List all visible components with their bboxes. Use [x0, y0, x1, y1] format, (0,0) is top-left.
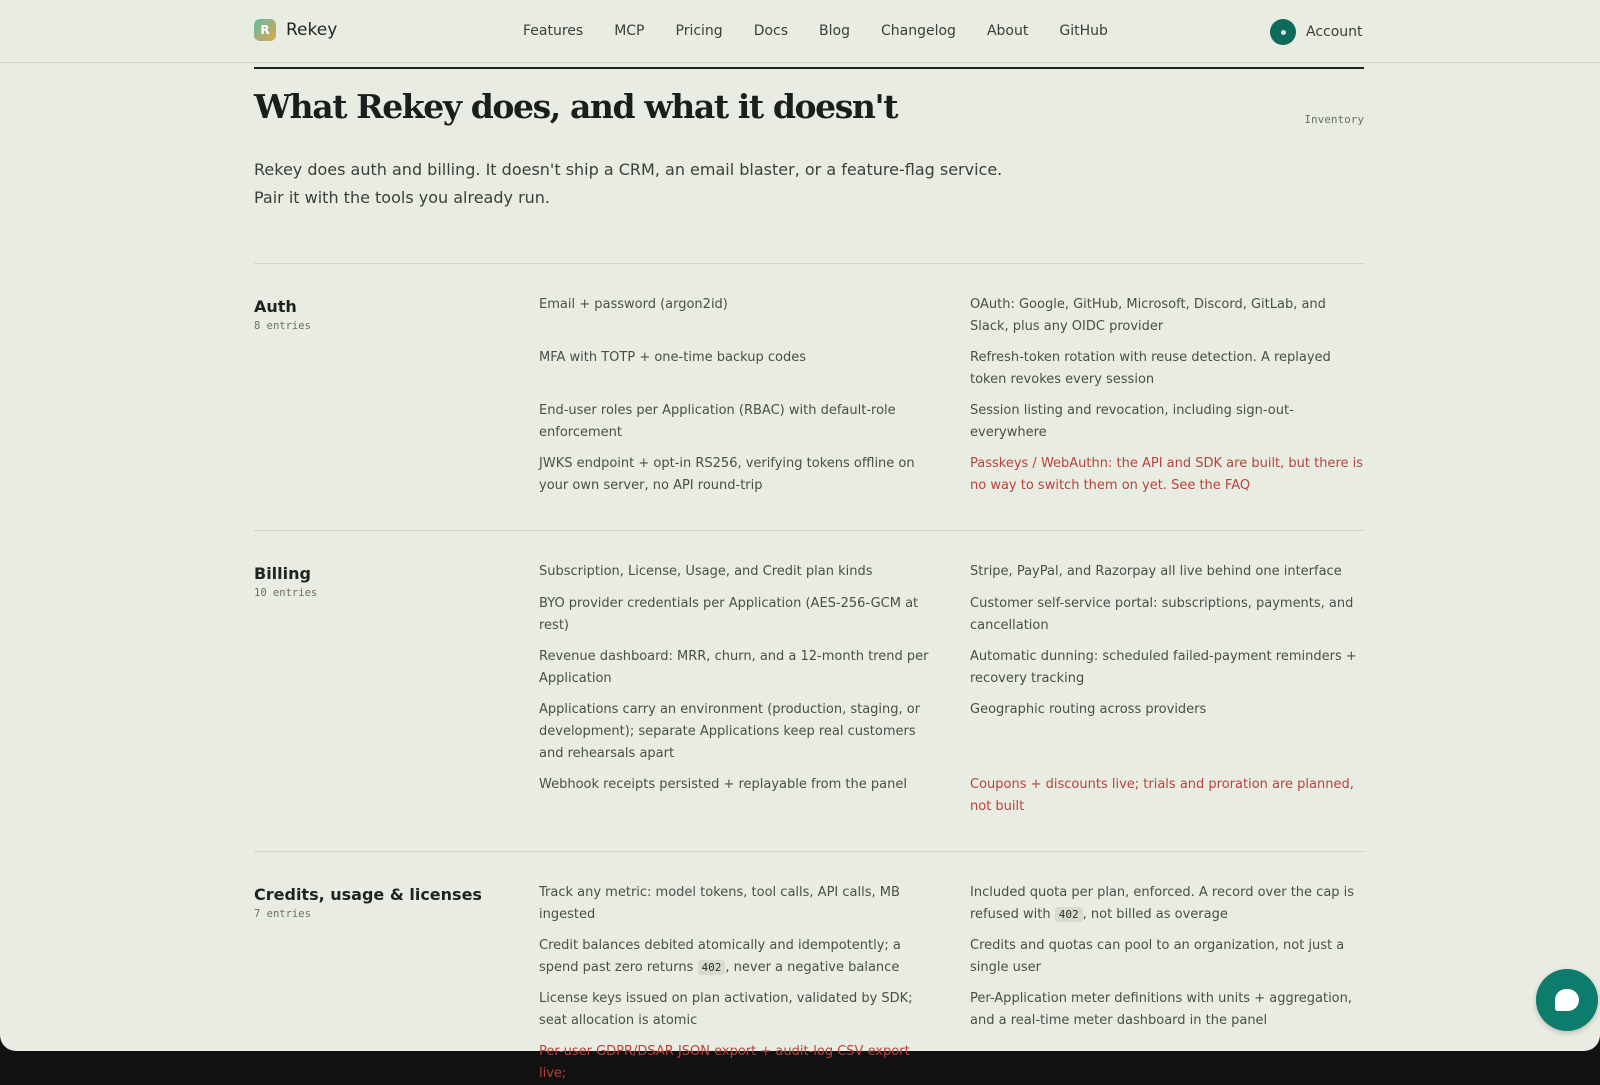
page-title: What Rekey does, and what it doesn't	[254, 87, 898, 126]
account-label: Account	[1306, 24, 1363, 40]
feature-text: Included quota per plan, enforced. A record over the cap is refused with	[970, 885, 1355, 922]
section-auth	[254, 264, 1364, 530]
nav-changelog[interactable]: Changelog	[881, 23, 956, 39]
intro-text	[254, 156, 1014, 212]
account-button[interactable]	[1270, 19, 1363, 45]
rekey-logo-icon	[254, 19, 276, 41]
feature-item	[539, 935, 934, 979]
top-nav-bar	[0, 0, 1600, 63]
feature-item: Webhook receipts persisted + replayable from the panel	[539, 777, 907, 792]
feature-item: End-user roles per Application (RBAC) with default-role enforcement	[539, 403, 896, 440]
feature-item: Track any metric: model tokens, tool calls, API calls, MB ingested	[539, 885, 900, 922]
avatar-dot-icon	[1281, 30, 1286, 35]
brand-name: Rekey	[286, 20, 338, 40]
section-header	[254, 564, 317, 599]
nav-github[interactable]: GitHub	[1059, 23, 1108, 39]
feature-text: , never a negative balance	[725, 960, 900, 975]
feature-item: Stripe, PayPal, and Razorpay all live behind one interface	[970, 564, 1342, 579]
feature-item: Credits and quotas can pool to an organization, not just a single user	[970, 938, 1345, 975]
nav-about[interactable]: About	[986, 23, 1029, 39]
title-row	[254, 69, 1364, 133]
feature-item: BYO provider credentials per Application (AES-256-GCM at rest)	[539, 596, 919, 633]
feature-item: Geographic routing across providers	[970, 702, 1207, 717]
feature-item: License keys issued on plan activation, validated by SDK; seat allocation is atomic	[539, 991, 913, 1028]
logo-letter: R	[260, 23, 270, 37]
section-header	[254, 885, 482, 920]
nav-features[interactable]: Features	[523, 23, 584, 39]
feature-text: , not billed as overage	[1082, 907, 1228, 922]
chat-bubble-icon	[1555, 989, 1579, 1011]
feature-item: Customer self-service portal: subscriptions, payments, and cancellation	[970, 596, 1354, 633]
section-count: 8 entries	[254, 320, 311, 332]
limitation-item[interactable]: Passkeys / WebAuthn: the API and SDK are built, but there is no way to switch them on yet. See the FAQ	[970, 456, 1364, 493]
chat-button[interactable]	[1536, 969, 1598, 1031]
status-code: 402	[698, 960, 726, 975]
brand[interactable]	[254, 19, 337, 41]
section-title: Credits, usage & licenses	[254, 885, 482, 904]
feature-item: Applications carry an environment (production, staging, or development); separate Applications keep real customers and rehearsals apart	[539, 702, 921, 761]
feature-item	[970, 882, 1365, 926]
feature-item: Subscription, License, Usage, and Credit plan kinds	[539, 564, 873, 579]
limitation-item: Coupons + discounts live; trials and proration are planned, not built	[970, 777, 1354, 814]
intro-line-2: Pair it with the tools you already run.	[254, 188, 551, 207]
section-title: Auth	[254, 297, 297, 316]
feature-item: Refresh-token rotation with reuse detection. A replayed token revokes every session	[970, 350, 1331, 387]
nav-mcp[interactable]: MCP	[614, 23, 645, 39]
section-count: 7 entries	[254, 908, 311, 920]
nav-pricing[interactable]: Pricing	[675, 23, 723, 39]
feature-item: Per-Application meter definitions with units + aggregation, and a real-time meter dashboard in the panel	[970, 991, 1353, 1028]
inventory-tag: Inventory	[1304, 113, 1364, 126]
nav-blog[interactable]: Blog	[819, 23, 850, 39]
section-billing	[254, 531, 1364, 851]
avatar	[1270, 19, 1296, 45]
nav-docs[interactable]: Docs	[753, 23, 789, 39]
feature-item: Email + password (argon2id)	[539, 297, 728, 312]
feature-item: Automatic dunning: scheduled failed-payment reminders + recovery tracking	[970, 649, 1357, 686]
section-title: Billing	[254, 564, 311, 583]
section-credits	[254, 852, 1364, 1082]
section-count: 10 entries	[254, 587, 318, 599]
section-header	[254, 297, 311, 332]
feature-item: JWKS endpoint + opt-in RS256, verifying tokens offline on your own server, no API round-trip	[539, 456, 915, 493]
limitation-item: Per-user GDPR/DSAR JSON export + audit-log CSV export live;	[539, 1044, 910, 1081]
status-code: 402	[1055, 907, 1083, 922]
main-content	[254, 67, 1364, 1082]
feature-text: Credit balances debited atomically and idempotently; a spend past zero returns	[539, 938, 901, 975]
intro-line-1: Rekey does auth and billing. It doesn't ship a CRM, an email blaster, or a feature-flag service.	[254, 160, 1003, 179]
feature-item: MFA with TOTP + one-time backup codes	[539, 350, 806, 365]
feature-item: OAuth: Google, GitHub, Microsoft, Discord, GitLab, and Slack, plus any OIDC provider	[970, 297, 1326, 334]
main-nav	[523, 23, 1108, 39]
feature-item: Session listing and revocation, including sign-out-everywhere	[970, 403, 1294, 440]
feature-item: Revenue dashboard: MRR, churn, and a 12-month trend per Application	[539, 649, 929, 686]
